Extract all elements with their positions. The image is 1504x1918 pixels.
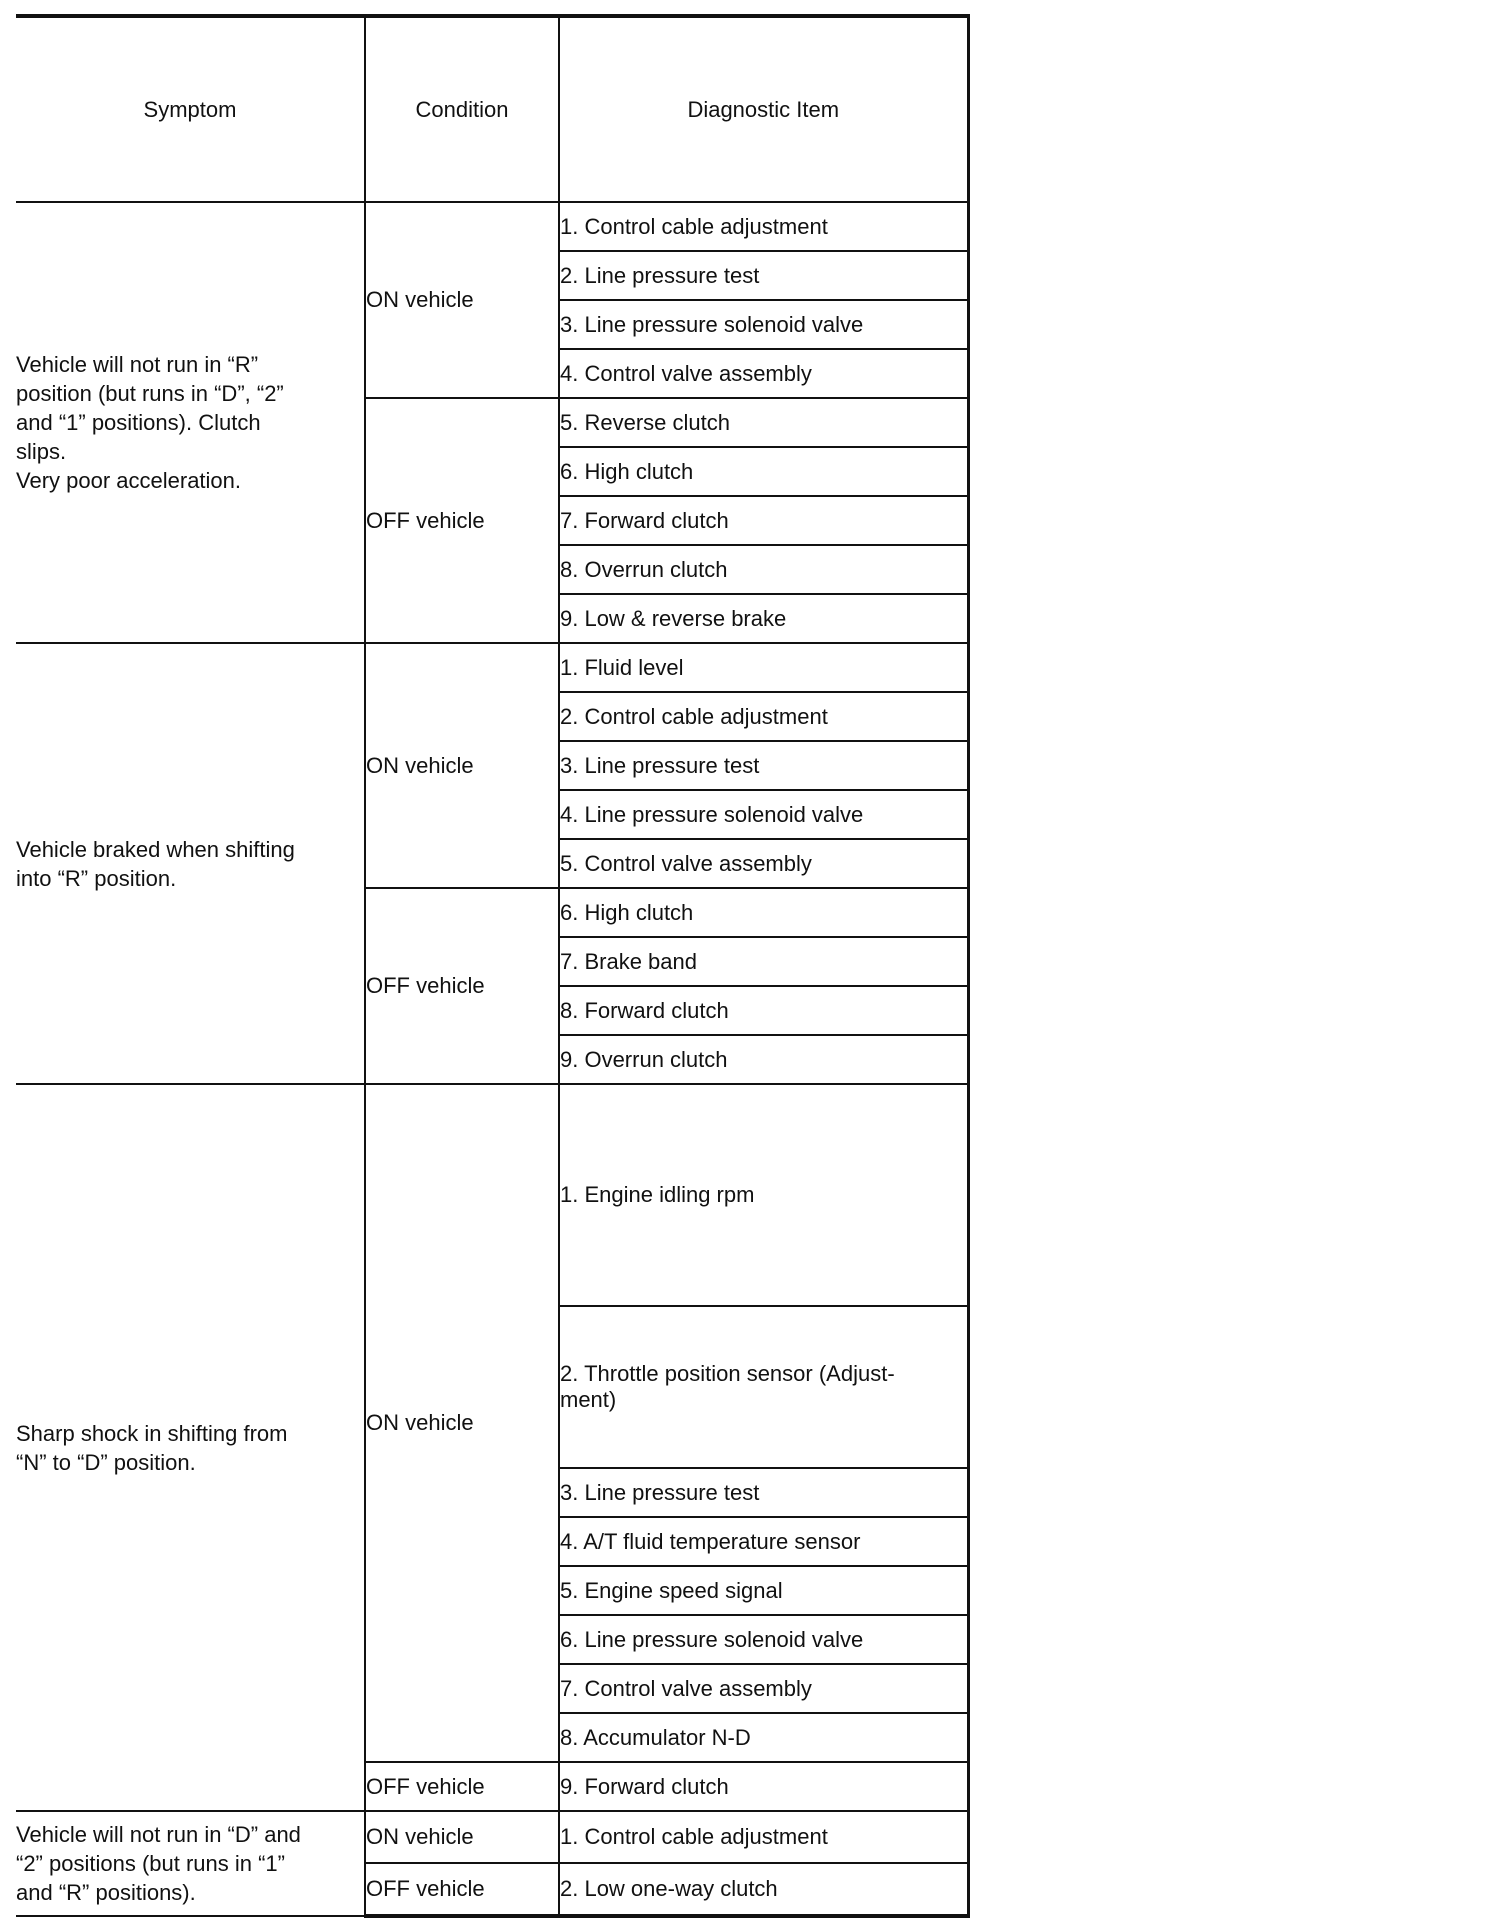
diagnostic-item: 7. Control valve assembly xyxy=(559,1664,968,1713)
diagnostic-item: 5. Control valve assembly xyxy=(559,839,968,888)
table-body xyxy=(16,202,968,1916)
condition-on-vehicle: ON vehicle xyxy=(365,1084,559,1762)
diagnostic-item: 5. Engine speed signal xyxy=(559,1566,968,1615)
symptom-cell xyxy=(16,643,365,1084)
symptom-line: “2” positions (but runs in “1” xyxy=(16,1851,285,1876)
condition-on-vehicle: ON vehicle xyxy=(365,202,559,398)
symptom-line: “N” to “D” position. xyxy=(16,1449,196,1475)
diagnostic-item: 1. Engine idling rpm xyxy=(559,1084,968,1306)
header-symptom: Symptom xyxy=(16,16,365,202)
condition-off-vehicle: OFF vehicle xyxy=(365,398,559,643)
condition-on-vehicle: ON vehicle xyxy=(365,1811,559,1863)
condition-on-vehicle: ON vehicle xyxy=(365,643,559,888)
diagnostic-item: 6. High clutch xyxy=(559,888,968,937)
condition-off-vehicle: OFF vehicle xyxy=(365,888,559,1084)
symptom-line: Very poor acceleration. xyxy=(16,468,242,493)
diagnostic-item: 8. Overrun clutch xyxy=(559,545,968,594)
symptom-line: slips. xyxy=(16,439,67,464)
diagnostic-item: 6. Line pressure solenoid valve xyxy=(559,1615,968,1664)
diagnostic-item: 7. Brake band xyxy=(559,937,968,986)
table-row xyxy=(16,643,968,692)
symptom-cell xyxy=(16,1084,365,1811)
diagnostic-item: 5. Reverse clutch xyxy=(559,398,968,447)
header-condition: Condition xyxy=(365,16,559,202)
diagnostic-item: 4. Control valve assembly xyxy=(559,349,968,398)
diagnostic-item: 1. Fluid level xyxy=(559,643,968,692)
diagnostic-item: 8. Forward clutch xyxy=(559,986,968,1035)
table-row xyxy=(16,202,968,251)
diagnostic-item: 3. Line pressure test xyxy=(559,741,968,790)
diagnostic-item: 2. Line pressure test xyxy=(559,251,968,300)
diagnostic-item: 3. Line pressure solenoid valve xyxy=(559,300,968,349)
header-diagnostic-item: Diagnostic Item xyxy=(559,16,968,202)
symptom-line: position (but runs in “D”, “2” xyxy=(16,381,284,406)
symptom-line: Vehicle will not run in “D” and xyxy=(16,1822,301,1847)
diagnostic-item: 6. High clutch xyxy=(559,447,968,496)
diagnostic-item: 7. Forward clutch xyxy=(559,496,968,545)
condition-off-vehicle: OFF vehicle xyxy=(365,1863,559,1916)
symptom-line: Vehicle braked when shifting xyxy=(16,836,295,862)
diagnostic-item: 8. Accumulator N-D xyxy=(559,1713,968,1762)
header-row xyxy=(16,16,968,202)
symptom-line: into “R” position. xyxy=(16,865,177,891)
symptom-cell xyxy=(16,202,365,643)
diagnostic-item: 2. Throttle position sensor (Adjust- ment) xyxy=(559,1306,968,1468)
diagnostic-item: 2. Control cable adjustment xyxy=(559,692,968,741)
diagnostic-item: 4. A/T fluid temperature sensor xyxy=(559,1517,968,1566)
diagnostic-item: 1. Control cable adjustment xyxy=(559,1811,968,1863)
diagnostic-item: 3. Line pressure test xyxy=(559,1468,968,1517)
diagnostic-item: 4. Line pressure solenoid valve xyxy=(559,790,968,839)
diagnostic-item: 9. Overrun clutch xyxy=(559,1035,968,1084)
diagnostic-item: 9. Low & reverse brake xyxy=(559,594,968,643)
table-row xyxy=(16,1084,968,1306)
diagnostic-item: 1. Control cable adjustment xyxy=(559,202,968,251)
diagnostic-item: 9. Forward clutch xyxy=(559,1762,968,1811)
symptom-line: Vehicle will not run in “R” xyxy=(16,352,259,377)
symptom-cell xyxy=(16,1811,365,1916)
diagnostic-table xyxy=(16,14,970,1918)
table-row xyxy=(16,1811,968,1863)
symptom-line: and “R” positions). xyxy=(16,1880,196,1905)
diagnostic-item: 2. Low one-way clutch xyxy=(559,1863,968,1916)
condition-off-vehicle: OFF vehicle xyxy=(365,1762,559,1811)
symptom-line: and “1” positions). Clutch xyxy=(16,410,261,435)
symptom-line: Sharp shock in shifting from xyxy=(16,1420,288,1446)
